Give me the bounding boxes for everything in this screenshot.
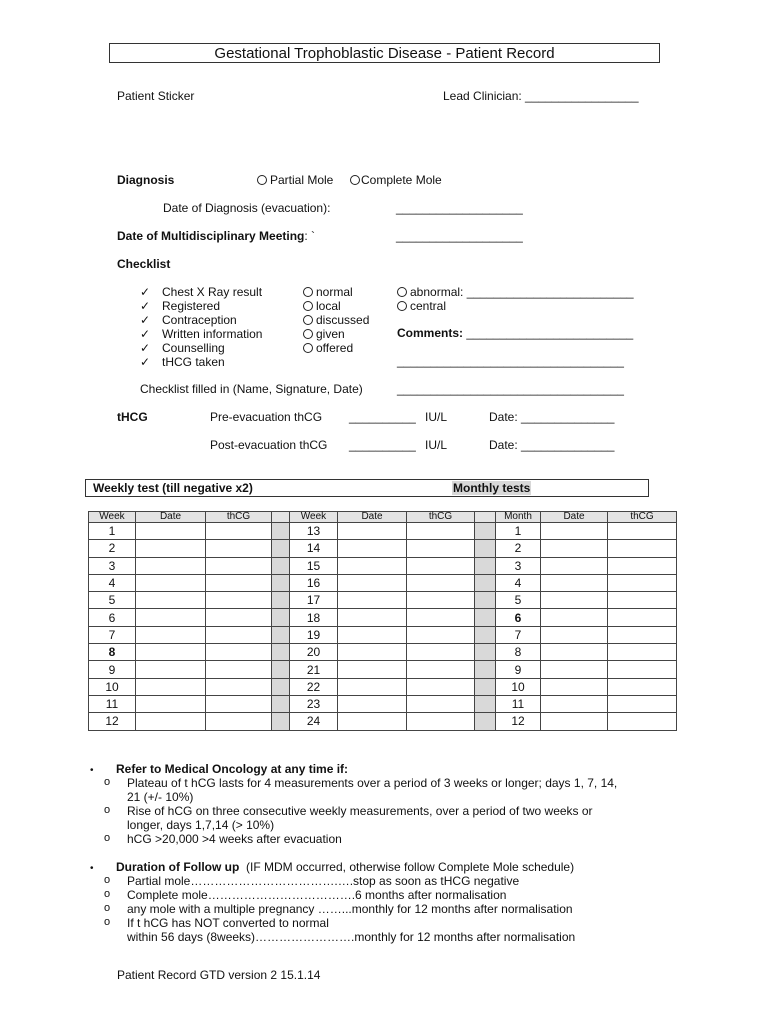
table-row (89, 678, 677, 695)
date-cell[interactable] (541, 626, 608, 643)
thcg-cell[interactable] (206, 713, 272, 730)
date-cell[interactable] (136, 644, 206, 661)
date-cell[interactable] (338, 695, 407, 712)
circle-bullet-icon: o (104, 874, 111, 886)
date-cell[interactable] (541, 695, 608, 712)
gap-cell (475, 713, 496, 730)
week-number-cell: 11 (89, 695, 136, 712)
date-cell[interactable] (338, 661, 407, 678)
gap-cell (475, 695, 496, 712)
month-number-cell: 2 (496, 540, 541, 557)
table-row (89, 626, 677, 643)
date-cell[interactable] (136, 661, 206, 678)
gap-cell (272, 695, 290, 712)
month-number-cell: 3 (496, 557, 541, 574)
gap-cell (272, 574, 290, 591)
gap-cell (272, 540, 290, 557)
date-cell[interactable] (338, 574, 407, 591)
bullet-icon: • (90, 863, 94, 874)
week-number-cell: 24 (290, 713, 338, 730)
followup-item: Partial mole……………………………….….stop as soon as tHCG negative (127, 874, 520, 888)
patient-sticker-label: Patient Sticker (117, 89, 195, 103)
thcg-cell[interactable] (608, 592, 677, 609)
gap-cell (475, 609, 496, 626)
gap-cell (475, 592, 496, 609)
week-number-cell: 18 (290, 609, 338, 626)
date-cell[interactable] (541, 644, 608, 661)
mdm-date-label (117, 229, 315, 243)
pre-evacuation-value-field[interactable]: __________ (349, 410, 416, 424)
referral-item: Rise of hCG on three consecutive weekly measurements, over a period of two weeks or (127, 804, 593, 818)
thcg-cell[interactable] (608, 644, 677, 661)
date-cell[interactable] (541, 661, 608, 678)
gap-cell (475, 557, 496, 574)
header-date: Date (541, 512, 608, 523)
thcg-cell[interactable] (407, 678, 475, 695)
bullet-icon: • (90, 765, 94, 776)
radio-circle-icon[interactable] (303, 343, 313, 353)
date-cell[interactable] (541, 678, 608, 695)
checklist-filled-field[interactable]: __________________________________ (397, 382, 624, 396)
thcg-cell[interactable] (407, 592, 475, 609)
radio-circle-icon[interactable] (397, 301, 407, 311)
date-of-diagnosis-field[interactable]: ___________________ (396, 201, 523, 215)
monthly-tests-label: Monthly tests (453, 481, 531, 495)
week-number-cell: 9 (89, 661, 136, 678)
month-number-cell: 8 (496, 644, 541, 661)
week-number-cell: 15 (290, 557, 338, 574)
post-evacuation-label: Post-evacuation thCG (210, 438, 328, 452)
date-cell[interactable] (541, 540, 608, 557)
page-title: Gestational Trophoblastic Disease - Patient Record (109, 43, 660, 63)
date-cell[interactable] (136, 540, 206, 557)
thcg-cell[interactable] (407, 695, 475, 712)
option-given[interactable]: given (303, 327, 369, 341)
referral-item: Plateau of t hCG lasts for 4 measurements over a period of 3 weeks or longer; days 1, 7, 14, (127, 776, 618, 790)
gap-cell (272, 678, 290, 695)
table-row (89, 609, 677, 626)
thcg-cell[interactable] (407, 661, 475, 678)
complete-mole-label: Complete Mole (361, 173, 442, 187)
checkmark-icon: ✓ (140, 327, 151, 341)
week-number-cell: 10 (89, 678, 136, 695)
checkmark-icon: ✓ (140, 341, 151, 355)
date-cell[interactable] (136, 592, 206, 609)
checkmark-icon: ✓ (140, 285, 151, 299)
week-number-cell: 6 (89, 609, 136, 626)
post-evacuation-unit: IU/L (425, 438, 448, 452)
date-cell[interactable] (338, 523, 407, 540)
date-cell[interactable] (338, 540, 407, 557)
thcg-cell[interactable] (206, 678, 272, 695)
week-number-cell: 17 (290, 592, 338, 609)
gap-cell (272, 523, 290, 540)
thcg-cell[interactable] (608, 713, 677, 730)
gap-cell (475, 678, 496, 695)
checklist-item: ✓ tHCG taken (140, 355, 225, 369)
checklist-item: ✓ Chest X Ray result (140, 285, 263, 299)
radio-circle-icon[interactable] (303, 315, 313, 325)
tests-table-header (89, 512, 677, 523)
radio-circle-icon[interactable] (397, 287, 407, 297)
thcg-cell[interactable] (608, 626, 677, 643)
week-number-cell: 5 (89, 592, 136, 609)
option-central[interactable]: central (397, 299, 446, 313)
thcg-cell[interactable] (206, 523, 272, 540)
complete-mole-option[interactable] (350, 173, 442, 187)
date-cell[interactable] (541, 592, 608, 609)
thcg-cell[interactable] (407, 626, 475, 643)
option-abnormal[interactable]: abnormal: _________________________ (397, 285, 634, 299)
date-cell[interactable] (338, 713, 407, 730)
pre-evacuation-unit: IU/L (425, 410, 448, 424)
circle-bullet-icon: o (104, 916, 111, 928)
circle-bullet-icon: o (104, 888, 111, 900)
circle-bullet-icon: o (104, 902, 111, 914)
date-cell[interactable] (136, 523, 206, 540)
option-normal[interactable]: normal (303, 285, 369, 299)
date-of-diagnosis-label: Date of Diagnosis (evacuation): (163, 201, 331, 215)
gap-cell (272, 592, 290, 609)
gap-cell (475, 626, 496, 643)
checkmark-icon: ✓ (140, 299, 151, 313)
checkmark-icon: ✓ (140, 355, 151, 369)
gap-cell (272, 557, 290, 574)
comments-label: Comments: (397, 326, 464, 340)
week-number-cell: 8 (89, 644, 136, 661)
gap-cell (272, 713, 290, 730)
month-number-cell: 1 (496, 523, 541, 540)
month-number-cell: 10 (496, 678, 541, 695)
date-cell[interactable] (136, 574, 206, 591)
thcg-cell[interactable] (206, 626, 272, 643)
thcg-cell[interactable] (206, 574, 272, 591)
thcg-label: tHCG (117, 410, 148, 424)
thcg-cell[interactable] (608, 678, 677, 695)
checklist-item: ✓ Contraception (140, 313, 237, 327)
thcg-cell[interactable] (608, 661, 677, 678)
gap-cell (475, 540, 496, 557)
thcg-cell[interactable] (206, 540, 272, 557)
tests-table (88, 511, 677, 731)
date-cell[interactable] (136, 626, 206, 643)
followup-item-continued: within 56 days (8weeks)…………………….monthly for 12 months after normalisation (127, 930, 576, 944)
table-row (89, 523, 677, 540)
date-cell[interactable] (541, 557, 608, 574)
date-cell[interactable] (338, 644, 407, 661)
gap-cell (475, 644, 496, 661)
month-number-cell: 6 (496, 609, 541, 626)
checklist-items (140, 285, 262, 369)
checkmark-icon: ✓ (140, 313, 151, 327)
followup-item: Complete mole……………………………….6 months after normalisation (127, 888, 507, 902)
week-number-cell: 14 (290, 540, 338, 557)
gap-cell (272, 609, 290, 626)
thcg-cell[interactable] (608, 695, 677, 712)
date-cell[interactable] (136, 609, 206, 626)
table-row (89, 592, 677, 609)
checklist-label: Checklist (117, 257, 171, 271)
week-number-cell: 23 (290, 695, 338, 712)
month-number-cell: 12 (496, 713, 541, 730)
date-cell[interactable] (541, 574, 608, 591)
week-number-cell: 2 (89, 540, 136, 557)
partial-mole-option[interactable] (257, 173, 333, 187)
week-number-cell: 4 (89, 574, 136, 591)
option-discussed[interactable]: discussed (303, 313, 369, 327)
followup-item: If t hCG has NOT converted to normal (127, 916, 329, 930)
date-cell[interactable] (136, 695, 206, 712)
lead-clinician-field[interactable]: Lead Clinician: _________________ (443, 89, 639, 103)
date-cell[interactable] (136, 678, 206, 695)
checklist-item: ✓ Counselling (140, 341, 225, 355)
week-number-cell: 20 (290, 644, 338, 661)
mdm-date-field[interactable]: ___________________ (396, 229, 523, 243)
date-cell[interactable] (338, 609, 407, 626)
radio-circle-icon[interactable] (257, 175, 267, 185)
month-number-cell: 4 (496, 574, 541, 591)
header-week: Week (290, 512, 338, 523)
referral-item: hCG >20,000 >4 weeks after evacuation (127, 832, 342, 846)
thcg-cell[interactable] (206, 644, 272, 661)
followup-title: Duration of Follow up (116, 860, 240, 874)
thcg-cell[interactable] (608, 557, 677, 574)
table-row (89, 713, 677, 730)
date-cell[interactable] (541, 523, 608, 540)
thcg-cell[interactable] (608, 609, 677, 626)
header-gap (475, 512, 496, 523)
table-row (89, 574, 677, 591)
checklist-options (303, 285, 369, 355)
circle-bullet-icon: o (104, 776, 111, 788)
followup-heading (116, 860, 574, 874)
thcg-cell[interactable] (608, 523, 677, 540)
thcg-cell[interactable] (206, 661, 272, 678)
gap-cell (475, 523, 496, 540)
table-row (89, 661, 677, 678)
table-row (89, 540, 677, 557)
referral-item-continued: longer, days 1,7,14 (> 10%) (127, 818, 275, 832)
thcg-cell[interactable] (206, 592, 272, 609)
radio-circle-icon[interactable] (350, 175, 360, 185)
gap-cell (272, 644, 290, 661)
thcg-cell[interactable] (407, 574, 475, 591)
thcg-cell[interactable] (407, 557, 475, 574)
followup-note: (IF MDM occurred, otherwise follow Complete Mole schedule) (245, 860, 575, 874)
diagnosis-label: Diagnosis (117, 173, 175, 187)
week-number-cell: 1 (89, 523, 136, 540)
table-row (89, 644, 677, 661)
table-row (89, 557, 677, 574)
option-local[interactable]: local (303, 299, 369, 313)
week-number-cell: 16 (290, 574, 338, 591)
header-thcg: thCG (206, 512, 272, 523)
footer-version: Patient Record GTD version 2 15.1.14 (117, 968, 321, 982)
header-month: Month (496, 512, 541, 523)
date-cell[interactable] (136, 713, 206, 730)
thcg-cell[interactable] (407, 644, 475, 661)
date-cell[interactable] (136, 557, 206, 574)
week-number-cell: 3 (89, 557, 136, 574)
month-number-cell: 9 (496, 661, 541, 678)
checklist-filled-label: Checklist filled in (Name, Signature, Date) (140, 382, 363, 396)
comments-extra-line[interactable]: __________________________________ (397, 354, 624, 368)
week-number-cell: 12 (89, 713, 136, 730)
post-evacuation-value-field[interactable]: __________ (349, 438, 416, 452)
mdm-label-suffix: : ` (304, 229, 316, 243)
header-thcg: thCG (407, 512, 475, 523)
checklist-item: ✓ Written information (140, 327, 263, 341)
header-thcg: thCG (608, 512, 677, 523)
month-number-cell: 11 (496, 695, 541, 712)
gap-cell (475, 574, 496, 591)
week-number-cell: 19 (290, 626, 338, 643)
thcg-cell[interactable] (407, 523, 475, 540)
week-number-cell: 13 (290, 523, 338, 540)
header-date: Date (338, 512, 407, 523)
week-number-cell: 22 (290, 678, 338, 695)
circle-bullet-icon: o (104, 832, 111, 844)
mdm-label-text: Date of Multidisciplinary Meeting (117, 229, 305, 243)
radio-circle-icon[interactable] (303, 287, 313, 297)
pre-evacuation-label: Pre-evacuation thCG (210, 410, 323, 424)
radio-circle-icon[interactable] (303, 301, 313, 311)
thcg-cell[interactable] (407, 540, 475, 557)
option-offered[interactable]: offered (303, 341, 369, 355)
comments-field[interactable]: Comments: _________________________ (397, 326, 634, 340)
thcg-cell[interactable] (206, 609, 272, 626)
followup-item: any mole with a multiple pregnancy ……...monthly for 12 months after normalisation (127, 902, 573, 916)
week-number-cell: 21 (290, 661, 338, 678)
header-week: Week (89, 512, 136, 523)
pre-evacuation-date-field[interactable]: Date: ______________ (489, 410, 615, 424)
date-cell[interactable] (338, 678, 407, 695)
thcg-cell[interactable] (407, 713, 475, 730)
radio-circle-icon[interactable] (303, 329, 313, 339)
month-number-cell: 7 (496, 626, 541, 643)
date-cell[interactable] (338, 592, 407, 609)
circle-bullet-icon: o (104, 804, 111, 816)
header-date: Date (136, 512, 206, 523)
checklist-item: ✓ Registered (140, 299, 221, 313)
weekly-test-label: Weekly test (till negative x2) (93, 481, 253, 495)
referral-item-continued: 21 (+/- 10%) (127, 790, 194, 804)
table-row (89, 695, 677, 712)
thcg-cell[interactable] (206, 557, 272, 574)
month-number-cell: 5 (496, 592, 541, 609)
thcg-cell[interactable] (608, 574, 677, 591)
week-number-cell: 7 (89, 626, 136, 643)
gap-cell (475, 661, 496, 678)
gap-cell (272, 661, 290, 678)
thcg-cell[interactable] (206, 695, 272, 712)
partial-mole-label: Partial Mole (270, 173, 334, 187)
header-gap (272, 512, 290, 523)
gap-cell (272, 626, 290, 643)
thcg-cell[interactable] (407, 609, 475, 626)
date-cell[interactable] (338, 557, 407, 574)
date-cell[interactable] (338, 626, 407, 643)
referral-title: Refer to Medical Oncology at any time if: (116, 762, 349, 776)
date-cell[interactable] (541, 609, 608, 626)
date-cell[interactable] (541, 713, 608, 730)
post-evacuation-date-field[interactable]: Date: ______________ (489, 438, 615, 452)
thcg-cell[interactable] (608, 540, 677, 557)
